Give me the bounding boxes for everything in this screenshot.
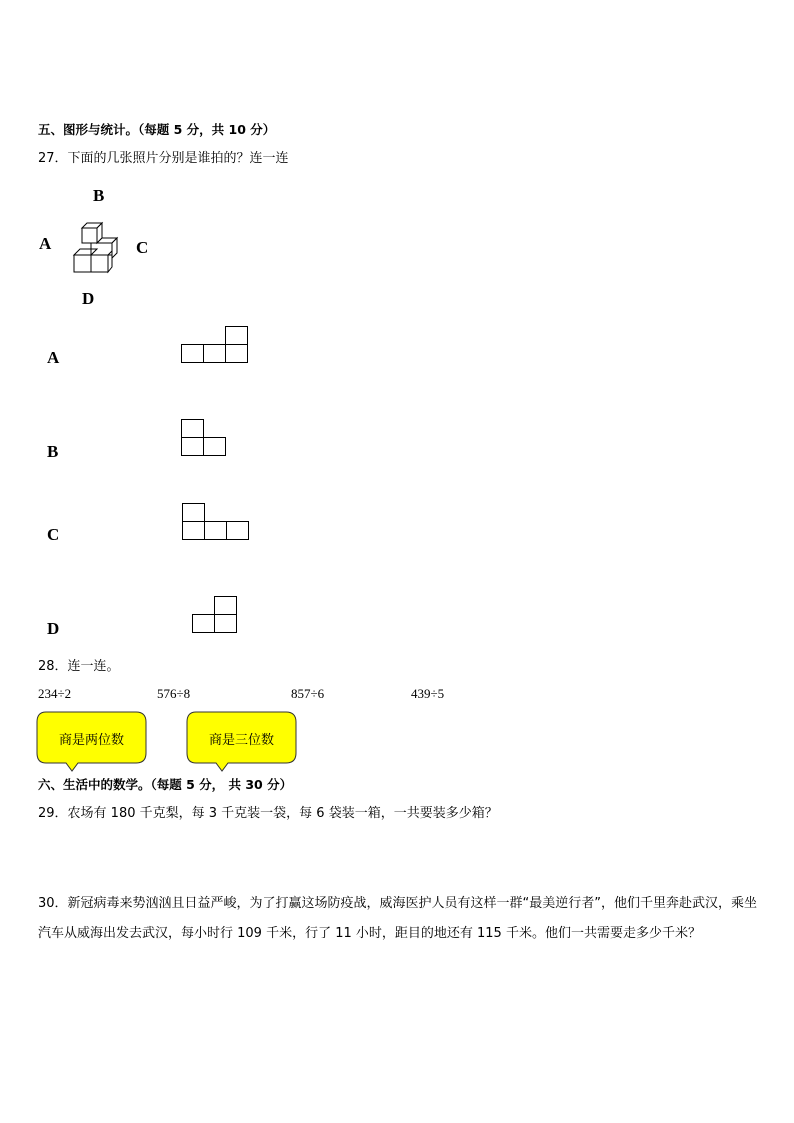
view-shape-c [182, 503, 252, 541]
view-label-c: C [47, 525, 60, 544]
view-shape-d [192, 596, 240, 634]
view-label-d: D [47, 619, 60, 638]
section-6-title: 六、生活中的数学。（每题 5 分， 共 30 分） [38, 777, 293, 792]
expression-1: 234÷2 [38, 686, 72, 701]
question-28-text: 28．连一连。 [38, 659, 120, 674]
direction-label-left: A [39, 234, 52, 253]
view-shape-a [181, 326, 251, 364]
view-shape-b [181, 419, 229, 457]
direction-label-bottom: D [82, 289, 95, 308]
direction-label-right: C [136, 238, 149, 257]
view-label-b: B [47, 442, 59, 461]
question-30-text: 30．新冠病毒来势汹汹且日益严峻，为了打赢这场防疫战，威海医护人员有这样一群“最美逆行者”，他们千里奔赴武汉，乘坐汽车从威海出发去武汉，每小时行 109 千米，行了 11 小时，距目的地还有 115 千米。他们一共需要走多少千米？ [38, 896, 758, 941]
direction-label-top: B [93, 186, 105, 205]
question-27-text: 27．下面的几张照片分别是谁拍的？连一连 [38, 151, 289, 166]
section-5-title: 五、图形与统计。（每题 5 分，共 10 分） [38, 122, 276, 137]
expression-3: 857÷6 [291, 686, 325, 701]
view-label-a: A [47, 348, 60, 367]
question-29-text: 29．农场有 180 千克梨，每 3 千克装一袋，每 6 袋装一箱，一共要装多少箱？ [38, 806, 498, 821]
cube-stack-figure [72, 223, 122, 273]
expression-4: 439÷5 [411, 686, 445, 701]
bubble-label-two-digit: 商是两位数 [58, 733, 124, 748]
bubble-label-three-digit: 商是三位数 [208, 733, 274, 748]
expression-2: 576÷8 [157, 686, 191, 701]
